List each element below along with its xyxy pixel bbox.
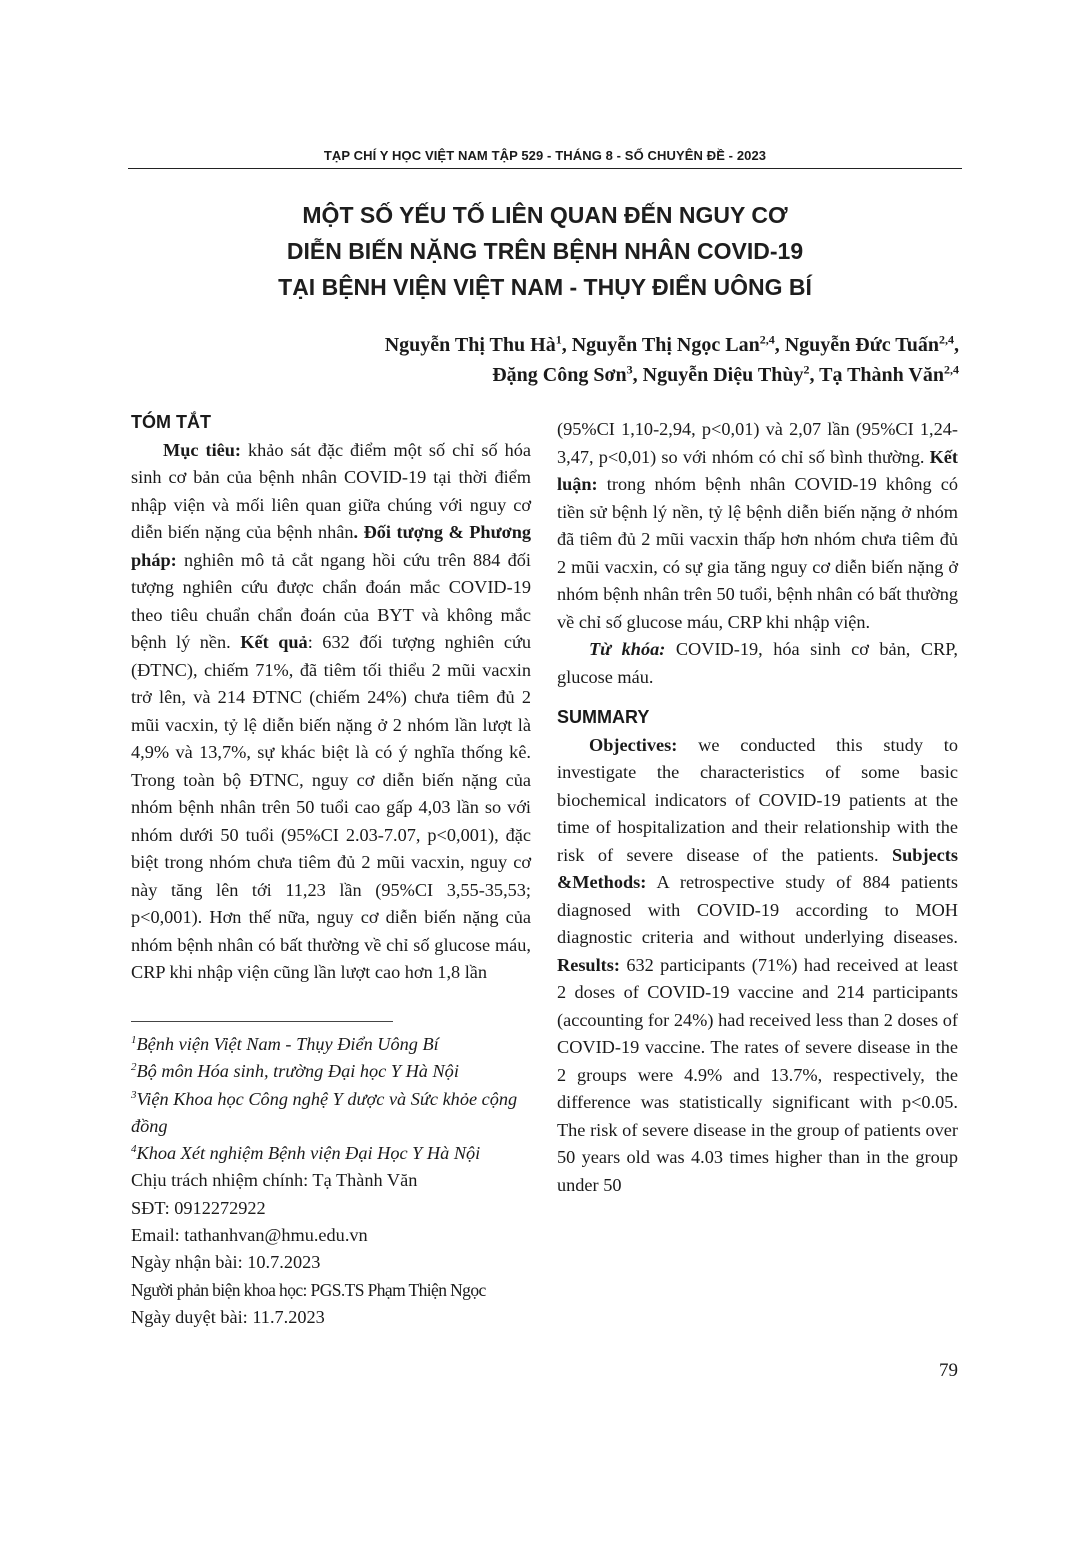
affiliation-2 <box>131 1058 551 1085</box>
methods-text-en: A retrospective study of 884 patients diagnosed with COVID-19 according to MOH diagnostic criteria and without underlying diseases. <box>557 872 958 947</box>
results-text-continued: (95%CI 1,10-2,94, p<0,01) và 2,07 lần (95%CI 1,24- 3,47, p<0,01) so với nhóm có chỉ số bình thường. <box>557 419 958 467</box>
footnote-marker: 1 <box>131 1033 137 1046</box>
affiliation-text: Viện Khoa học Công nghệ Y dược và Sức khỏe cộng đồng <box>131 1088 518 1136</box>
author-affiliation: 1 <box>555 332 562 347</box>
affiliation-4 <box>131 1140 551 1167</box>
objectives-text: we conducted this study to investigate the characteristics of some basic biochemical indicators of COVID-19 patients at the time of hospitalization and their relationship with the risk of severe disease of the patients. <box>557 734 958 865</box>
keywords <box>557 636 958 691</box>
author-line-2 <box>159 360 959 390</box>
results-label-en: Results: <box>557 954 620 975</box>
abstract-vi-paragraph <box>131 437 531 987</box>
journal-header: TẠP CHÍ Y HỌC VIỆT NAM TẬP 529 - THÁNG 8 - SỐ CHUYÊN ĐỀ - 2023 <box>323 148 767 163</box>
author-name: , Nguyễn Diệu Thùy <box>632 364 804 386</box>
footnotes <box>131 1031 551 1331</box>
accepted-date: Ngày duyệt bài: 11.7.2023 <box>131 1306 325 1327</box>
author-name: Đặng Công Sơn <box>492 364 627 386</box>
page-number: 79 <box>939 1360 958 1381</box>
footnote-marker: 3 <box>131 1088 137 1101</box>
affiliation-text: Bệnh viện Việt Nam - Thụy Điển Uông Bí <box>136 1034 439 1054</box>
author-line-1 <box>159 330 959 360</box>
affiliation-text: Khoa Xét nghiệm Bệnh viện Đại Học Y Hà Nội <box>136 1143 481 1164</box>
keywords-text: COVID-19, hóa sinh cơ bản, CRP, glucose máu. <box>557 639 958 687</box>
footnote-marker: 2 <box>131 1061 137 1074</box>
author-affiliation: 2,4 <box>944 362 959 377</box>
right-column <box>557 416 958 1199</box>
email: Email: tathanhvan@hmu.edu.vn <box>131 1225 368 1246</box>
results-label: Kết quả <box>240 632 308 652</box>
left-column <box>131 409 531 987</box>
objective-label: Mục tiêu: <box>163 439 242 460</box>
objective-text: khảo sát đặc điểm một số chỉ số hóa sinh cơ bản của bệnh nhân COVID-19 tại thời điểm nhập viện và mối liên quan giữa chúng với nguy cơ diễn biến nặng của bệnh nhân <box>131 439 531 542</box>
author-affiliation: 3 <box>626 362 633 377</box>
footnote-rule <box>131 1021 393 1022</box>
title-line-1: MỘT SỐ YẾU TỐ LIÊN QUAN ĐẾN NGUY CƠ <box>302 202 788 228</box>
conclusion-text: trong nhóm bệnh nhân COVID-19 không có tiền sử bệnh lý nền, tỷ lệ bệnh diễn biến nặng ở nhóm đã tiêm đủ 2 mũi vacxin thấp hơn nhóm chưa tiêm đủ 2 mũi vacxin, có sự gia tăng nguy cơ diễn biến nặng ở nhóm bệnh nhân trên 50 tuổi, bệnh nhân có bất thường về chỉ số glucose máu, CRP khi nhập viện. <box>557 474 958 632</box>
abstract-vi-heading: TÓM TẮT <box>131 412 211 432</box>
methods-text: nghiên mô tả cắt ngang hồi cứu trên 884 đối tượng nghiên cứu được chẩn đoán mắc COVID-19 theo tiêu chuẩn chẩn đoán của BYT và không mắc bệnh lý nền. <box>131 549 531 652</box>
affiliation-text: Bộ môn Hóa sinh, trường Đại học Y Hà Nội <box>136 1061 459 1082</box>
affiliation-1 <box>131 1031 551 1058</box>
phone: SĐT: 0912272922 <box>131 1197 266 1218</box>
article-title <box>128 197 962 305</box>
abstract-en-paragraph <box>557 732 958 1200</box>
methods-label: . Đối tượng & Phương pháp: <box>131 522 531 570</box>
author-affiliation: 2,4 <box>939 332 954 347</box>
header-rule <box>128 168 962 169</box>
abstract-en-heading: SUMMARY <box>557 707 650 727</box>
title-line-3: TẠI BỆNH VIỆN VIỆT NAM - THỤY ĐIỂN UÔNG BÍ <box>278 274 812 300</box>
author-affiliation: 2 <box>803 362 810 377</box>
author-name: , Nguyễn Thị Ngọc Lan <box>561 334 760 356</box>
author-name: Nguyễn Thị Thu Hà <box>384 334 556 356</box>
abstract-vi-continued <box>557 416 958 636</box>
title-line-2: DIỄN BIẾN NẶNG TRÊN BỆNH NHÂN COVID-19 <box>286 238 804 264</box>
results-text-en: 632 participants (71%) had received at least 2 doses of COVID-19 vaccine and 214 participants (accounting for 24%) had received less than 2 doses of COVID-19 vaccine. The rates of severe disease in the 2 groups were 4.9% and 13.7%, respectively, the difference was statistically significant with p<0.05. The risk of severe disease in the group of patients over 50 years old was 4.03 times higher than in the group under 50 <box>557 954 958 1195</box>
author-separator: , <box>954 334 959 356</box>
received-date: Ngày nhận bài: 10.7.2023 <box>131 1252 321 1273</box>
author-affiliation: 2,4 <box>759 332 775 347</box>
results-text: : 632 đối tượng nghiên cứu (ĐTNC), chiếm 71%, đã tiêm tối thiểu 2 mũi vacxin trở lên, và 214 ĐTNC (chiếm 24%) chưa tiêm đủ 2 mũi vacxin, tỷ lệ diễn biến nặng ở 2 nhóm lần lượt là 4,9% và 13,7%, sự khác biệt là có ý nghĩa thống kê. Trong toàn bộ ĐTNC, nguy cơ diễn biến nặng của nhóm bệnh nhân trên 50 tuổi cao gấp 4,03 lần so với nhóm dưới 50 tuổi (95%CI 2.03-7.07, p<0,001), đặc biệt trong nhóm chưa tiêm đủ 2 mũi vacxin, nguy cơ này tăng lên tới 11,23 lần (95%CI 3,55-35,53; p<0,001). Hơn thế nữa, nguy cơ diễn biến nặng của nhóm bệnh nhân có bất thường về chỉ số glucose máu, CRP khi nhập viện cũng lần lượt cao hơn 1,8 lần <box>131 632 532 982</box>
reviewer: Người phản biện khoa học: PGS.TS Phạm Thiện Ngọc <box>131 1279 486 1300</box>
responsible-author: Chịu trách nhiệm chính: Tạ Thành Văn <box>131 1170 418 1191</box>
conclusion-label: Kết luận: <box>557 446 958 494</box>
objectives-label: Objectives: <box>589 734 678 755</box>
author-list <box>159 330 959 390</box>
author-name: , Nguyễn Đức Tuấn <box>774 334 939 356</box>
methods-label-en: Subjects &Methods: <box>557 844 958 892</box>
author-name: , Tạ Thành Văn <box>809 364 944 386</box>
keywords-label: Từ khóa: <box>589 639 666 659</box>
footnote-marker: 4 <box>131 1143 137 1156</box>
affiliation-3 <box>131 1086 551 1141</box>
